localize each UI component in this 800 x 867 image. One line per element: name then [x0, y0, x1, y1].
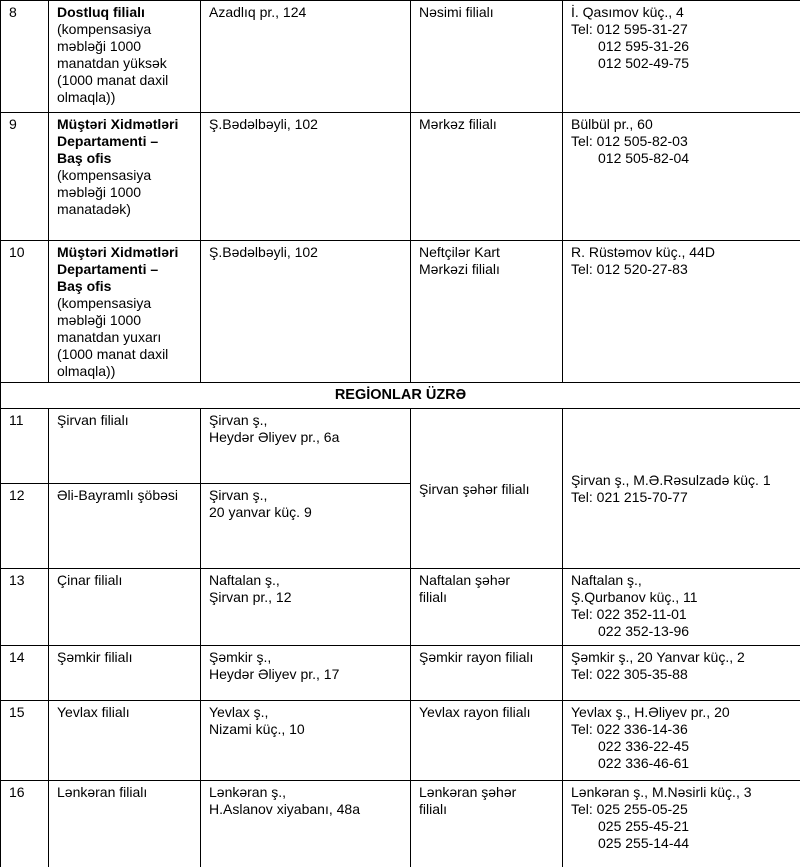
- table-row: [1, 569, 800, 646]
- cell-line: 13: [9, 572, 25, 588]
- cell-line: 022 336-46-61: [598, 755, 690, 771]
- cell-line: Tel: 022 305-35-88: [571, 666, 688, 682]
- branch-name-cell: [49, 569, 201, 646]
- cell-line: Tel: 022 352-11-01: [571, 606, 687, 622]
- related-branch-cell: [411, 1, 563, 113]
- cell-line: Naftalan ş.,: [209, 572, 280, 588]
- branch-address-cell: [201, 484, 411, 569]
- contact-cell: [563, 569, 800, 646]
- cell-line: məbləği 1000: [57, 38, 142, 54]
- branch-address-cell: [201, 646, 411, 701]
- cell-line: Şirvan ş.,: [209, 487, 268, 503]
- branch-name-cell: [49, 1, 201, 113]
- cell-line: 16: [9, 784, 25, 800]
- contact-cell: [563, 113, 800, 241]
- cell-line: Heydər Əliyev pr., 6a: [209, 429, 340, 445]
- cell-line: Müştəri Xidmətləri: [57, 244, 179, 260]
- cell-line: Mərkəz filialı: [419, 116, 497, 132]
- cell-line: Naftalan ş.,: [571, 572, 642, 588]
- cell-line: Departamenti –: [57, 133, 159, 149]
- cell-line: Tel: 022 336-14-36: [571, 721, 688, 737]
- row-number-cell: [1, 646, 49, 701]
- cell-line: Lənkəran filialı: [57, 784, 148, 800]
- cell-line: 012 502-49-75: [598, 55, 690, 71]
- branch-address-cell: [201, 701, 411, 781]
- branch-address-cell: [201, 241, 411, 383]
- branch-address-cell: [201, 1, 411, 113]
- cell-line: (1000 manat daxil: [57, 72, 169, 88]
- cell-line: manatadək): [57, 201, 131, 217]
- cell-line: H.Aslanov xiyabanı, 48a: [209, 801, 360, 817]
- contact-cell: [563, 646, 800, 701]
- related-branch-cell: [411, 781, 563, 867]
- section-header: REGİONLAR ÜZRƏ: [1, 383, 800, 409]
- branch-address-cell: [201, 569, 411, 646]
- cell-line: Şirvan ş.,: [209, 412, 268, 428]
- cell-line: Tel: 012 520-27-83: [571, 261, 688, 277]
- cell-line: (kompensasiya: [57, 167, 152, 183]
- related-branch-cell: [411, 701, 563, 781]
- cell-line: 12: [9, 487, 25, 503]
- cell-line: Naftalan şəhər: [419, 572, 511, 588]
- cell-line: Şirvan pr., 12: [209, 589, 292, 605]
- cell-line: 012 505-82-04: [598, 150, 690, 166]
- cell-line: manatdan yüksək: [57, 55, 167, 71]
- cell-line: Şirvan şəhər filialı: [419, 480, 530, 497]
- row-number-cell: [1, 484, 49, 569]
- cell-line: 8: [9, 4, 17, 20]
- cell-line: Baş ofis: [57, 278, 112, 294]
- row-number-cell: [1, 569, 49, 646]
- cell-line: Yevlax ş.,: [209, 704, 269, 720]
- cell-line: manatdan yuxarı: [57, 329, 162, 345]
- cell-line: filialı: [419, 801, 448, 817]
- cell-line: Şəmkir ş.,: [209, 649, 272, 665]
- cell-line: Baş ofis: [57, 150, 112, 166]
- cell-line: Neftçilər Kart: [419, 244, 500, 260]
- branch-name-cell: [49, 646, 201, 701]
- cell-line: (1000 manat daxil: [57, 346, 169, 362]
- cell-line: Tel: 025 255-05-25: [571, 801, 688, 817]
- row-number-cell: [1, 113, 49, 241]
- cell-line: 20 yanvar küç. 9: [209, 504, 312, 520]
- cell-line: İ. Qasımov küç., 4: [571, 4, 684, 20]
- cell-line: (kompensasiya: [57, 295, 152, 311]
- cell-line: 012 595-31-26: [598, 38, 690, 54]
- cell-line: Ş.Qurbanov küç., 11: [571, 589, 698, 605]
- contact-cell: [563, 241, 800, 383]
- cell-line: Nizami küç., 10: [209, 721, 305, 737]
- cell-line: Şirvan ş., M.Ə.Rəsulzadə küç. 1: [571, 472, 771, 488]
- cell-line: olmaqla)): [57, 363, 116, 379]
- cell-line: Azadlıq pr., 124: [209, 4, 307, 20]
- cell-line: Dostluq filialı: [57, 4, 145, 20]
- contact-cell: [563, 1, 800, 113]
- cell-line: Tel: 012 595-31-27: [571, 21, 688, 37]
- cell-line: (kompensasiya: [57, 21, 152, 37]
- cell-line: Departamenti –: [57, 261, 159, 277]
- cell-line: Əli-Bayramlı şöbəsi: [57, 487, 179, 503]
- cell-line: Bülbül pr., 60: [571, 116, 653, 132]
- branch-address-cell: [201, 781, 411, 867]
- related-branch-cell: [411, 241, 563, 383]
- branch-name-cell: [49, 781, 201, 867]
- branch-name-cell: [49, 241, 201, 383]
- table-row: [1, 241, 800, 383]
- cell-line: R. Rüstəmov küç., 44D: [571, 244, 715, 260]
- row-number-cell: [1, 241, 49, 383]
- cell-line: Lənkəran ş.,: [209, 784, 287, 800]
- cell-line: Nəsimi filialı: [419, 4, 494, 20]
- cell-line: Çinar filialı: [57, 572, 123, 588]
- cell-line: Heydər Əliyev pr., 17: [209, 666, 340, 682]
- contact-cell: [563, 409, 800, 569]
- cell-line: 025 255-45-21: [598, 818, 690, 834]
- cell-line: Yevlax ş., H.Əliyev pr., 20: [571, 704, 730, 720]
- cell-line: 14: [9, 649, 25, 665]
- row-number-cell: [1, 1, 49, 113]
- cell-line: 025 255-14-44: [598, 835, 690, 851]
- row-number-cell: [1, 409, 49, 484]
- cell-line: Lənkəran ş., M.Nəsirli küç., 3: [571, 784, 752, 800]
- branch-name-cell: [49, 113, 201, 241]
- branch-address-cell: [201, 409, 411, 484]
- branch-name-cell: [49, 409, 201, 484]
- related-branch-cell: [411, 409, 563, 569]
- table-row: [1, 701, 800, 781]
- cell-line: 15: [9, 704, 25, 720]
- cell-line: Tel: 012 505-82-03: [571, 133, 688, 149]
- cell-line: 022 352-13-96: [598, 623, 690, 639]
- cell-line: Şirvan filialı: [57, 412, 129, 428]
- cell-line: Müştəri Xidmətləri: [57, 116, 179, 132]
- cell-line: Şəmkir ş., 20 Yanvar küç., 2: [571, 649, 745, 665]
- cell-line: Ş.Bədəlbəyli, 102: [209, 244, 318, 260]
- cell-line: Yevlax filialı: [57, 704, 130, 720]
- related-branch-cell: [411, 646, 563, 701]
- section-header-row: [1, 383, 800, 409]
- cell-line: Şəmkir rayon filialı: [419, 649, 534, 665]
- cell-line: Şəmkir filialı: [57, 649, 133, 665]
- table-row: [1, 409, 800, 484]
- cell-line: 9: [9, 116, 17, 132]
- cell-line: 022 336-22-45: [598, 738, 690, 754]
- row-number-cell: [1, 701, 49, 781]
- branch-name-cell: [49, 484, 201, 569]
- branch-address-cell: [201, 113, 411, 241]
- cell-line: Tel: 021 215-70-77: [571, 489, 688, 505]
- cell-line: məbləği 1000: [57, 184, 142, 200]
- row-number-cell: [1, 781, 49, 867]
- cell-line: məbləği 1000: [57, 312, 142, 328]
- table-row: [1, 1, 800, 113]
- cell-line: 11: [9, 412, 24, 428]
- table-row: [1, 781, 800, 867]
- cell-line: filialı: [419, 589, 448, 605]
- table-row: [1, 113, 800, 241]
- branch-name-cell: [49, 701, 201, 781]
- branches-table-body: [1, 1, 800, 867]
- cell-line: Lənkəran şəhər: [419, 784, 517, 800]
- related-branch-cell: [411, 113, 563, 241]
- cell-line: Mərkəzi filialı: [419, 261, 500, 277]
- contact-cell: [563, 701, 800, 781]
- table-row: [1, 646, 800, 701]
- contact-cell: [563, 781, 800, 867]
- cell-line: Yevlax rayon filialı: [419, 704, 531, 720]
- cell-line: 10: [9, 244, 25, 260]
- cell-line: Ş.Bədəlbəyli, 102: [209, 116, 318, 132]
- related-branch-cell: [411, 569, 563, 646]
- cell-line: olmaqla)): [57, 89, 116, 105]
